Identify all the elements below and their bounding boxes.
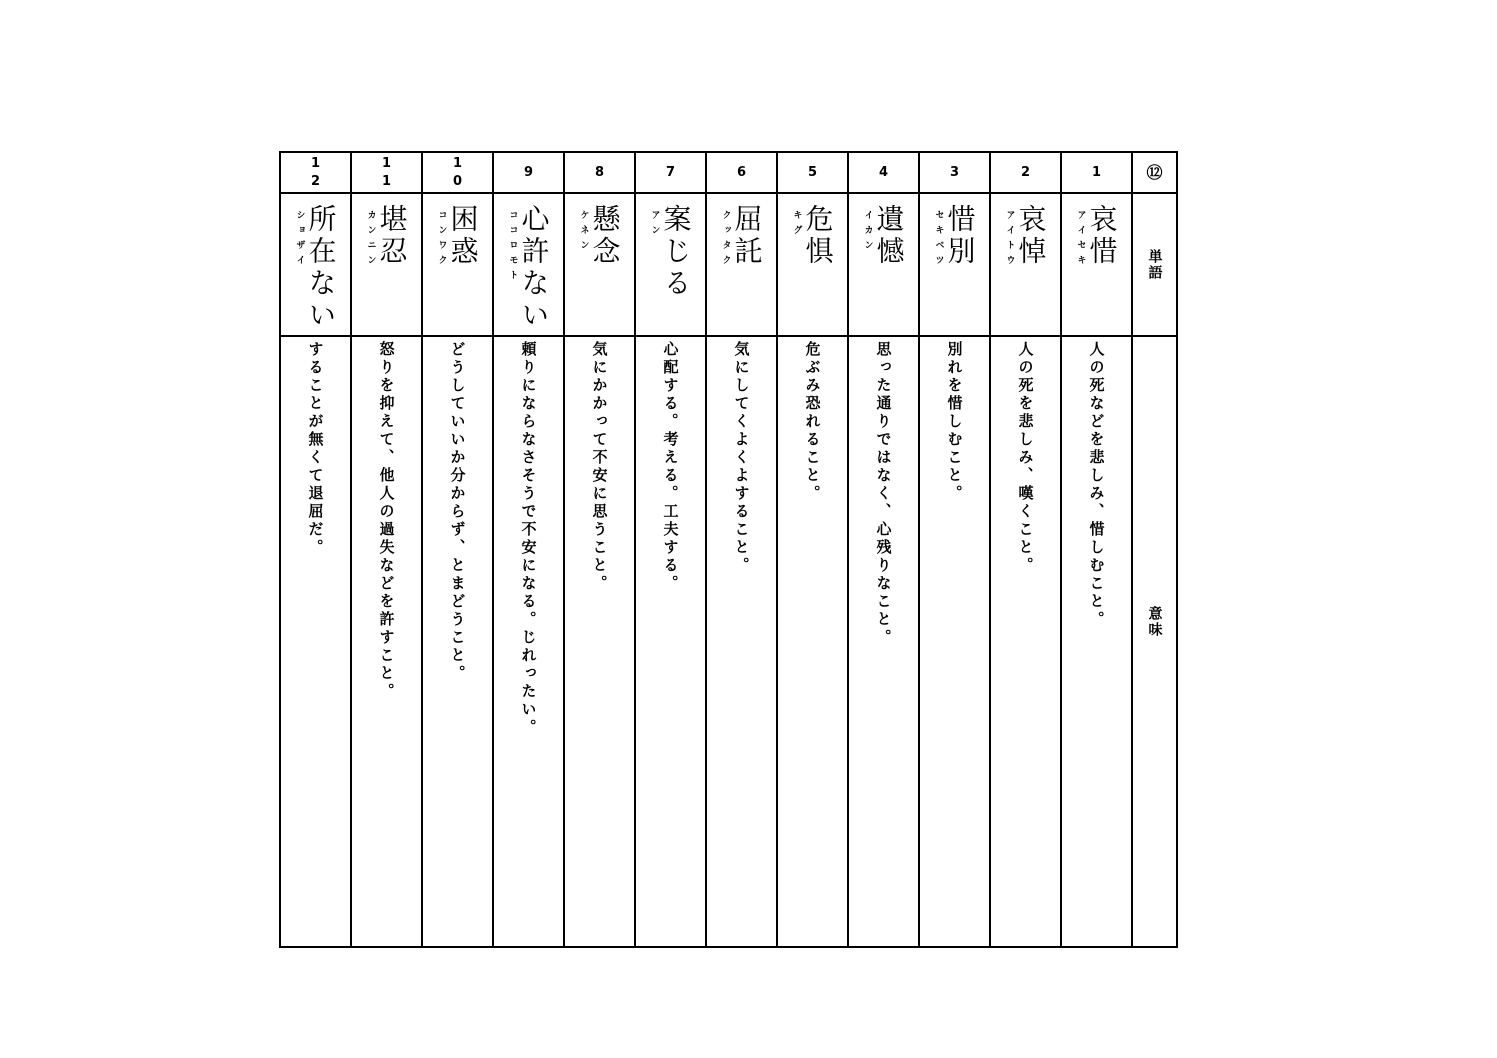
entry-number (849, 151, 918, 194)
word-text: 哀惜 (1085, 204, 1119, 268)
entry-column-1 (1060, 151, 1131, 948)
meaning-cell (1062, 337, 1131, 948)
number-digit: 0 (452, 173, 463, 189)
meaning-header-cell (1133, 337, 1176, 948)
word-cell (352, 194, 421, 337)
meaning-cell (707, 337, 776, 948)
word-reading: ココロモト (507, 210, 518, 285)
entry-number (636, 151, 705, 194)
word-cell (1062, 194, 1131, 337)
word-reading: カンニン (365, 210, 376, 270)
word-cell (494, 194, 563, 337)
word-text: 危惧 (801, 204, 835, 268)
word-cell (636, 194, 705, 337)
word-reading: クッタク (720, 210, 731, 270)
number-digit: 1 (452, 155, 463, 171)
word-text: 案じる (659, 204, 693, 300)
entry-column-8 (563, 151, 634, 948)
entry-column-9 (492, 151, 563, 948)
entry-column-12 (279, 151, 350, 948)
entry-number (352, 151, 421, 194)
number-digit: 8 (594, 164, 605, 180)
word-cell (565, 194, 634, 337)
meaning-text: 心配する。考える。工夫する。 (661, 341, 680, 593)
meaning-text: 頼りにならなさそうで不安になる。じれったい。 (519, 341, 538, 737)
word-text: 所在ない (304, 204, 338, 332)
meaning-cell (991, 337, 1060, 948)
entry-column-7 (634, 151, 705, 948)
meaning-cell (352, 337, 421, 948)
word-text: 遺憾 (872, 204, 906, 268)
word-reading: ショザイ (294, 210, 305, 270)
meaning-text: どうしていいか分からず、とまどうこと。 (448, 341, 467, 683)
word-reading: アン (649, 210, 660, 240)
number-digit: 1 (381, 155, 392, 171)
entry-number (494, 151, 563, 194)
word-reading: アイトウ (1004, 210, 1015, 270)
meaning-text: 思った通りではなく、心残りなこと。 (874, 341, 893, 647)
number-digit: 1 (1091, 164, 1102, 180)
word-text: 堪忍 (375, 204, 409, 268)
entry-number (991, 151, 1060, 194)
meaning-text: 気にかかって不安に思うこと。 (590, 341, 609, 593)
entry-column-2 (989, 151, 1060, 948)
entry-column-3 (918, 151, 989, 948)
number-digit: 2 (310, 173, 321, 189)
word-text: 困惑 (446, 204, 480, 268)
word-text: 懸念 (588, 204, 622, 268)
word-cell (281, 194, 350, 337)
meaning-text: 別れを惜しむこと。 (945, 341, 964, 503)
meaning-cell (636, 337, 705, 948)
number-digit: 5 (807, 164, 818, 180)
meaning-cell (920, 337, 989, 948)
entry-number (565, 151, 634, 194)
entry-number (1062, 151, 1131, 194)
entry-column-10 (421, 151, 492, 948)
entry-number (778, 151, 847, 194)
meaning-header-label: 意味 (1146, 605, 1163, 638)
entry-number (423, 151, 492, 194)
meaning-cell (423, 337, 492, 948)
number-digit: 2 (1020, 164, 1031, 180)
word-cell (707, 194, 776, 337)
word-text: 哀悼 (1014, 204, 1048, 268)
word-text: 心許ない (517, 204, 551, 332)
word-header-cell (1133, 194, 1176, 337)
entry-column-11 (350, 151, 421, 948)
word-reading: セキベツ (933, 210, 944, 270)
entry-number (707, 151, 776, 194)
entry-column-4 (847, 151, 918, 948)
number-digit: 4 (878, 164, 889, 180)
word-text: 屈託 (730, 204, 764, 268)
vocabulary-table (279, 151, 1178, 948)
word-cell (920, 194, 989, 337)
set-number-cell (1133, 151, 1176, 194)
meaning-text: 怒りを抑えて、他人の過失などを許すこと。 (377, 341, 396, 701)
word-text: 惜別 (943, 204, 977, 268)
number-digit: 7 (665, 164, 676, 180)
meaning-cell (565, 337, 634, 948)
word-cell (423, 194, 492, 337)
entry-number (281, 151, 350, 194)
word-cell (778, 194, 847, 337)
meaning-cell (494, 337, 563, 948)
entry-column-5 (776, 151, 847, 948)
meaning-cell (281, 337, 350, 948)
number-digit: 3 (949, 164, 960, 180)
meaning-text: することが無くて退屈だ。 (306, 341, 325, 557)
word-reading: コンワク (436, 210, 447, 270)
word-reading: イカン (862, 210, 873, 255)
number-digit: 1 (310, 155, 321, 171)
word-reading: キグ (791, 210, 802, 240)
header-column (1131, 151, 1178, 948)
word-cell (849, 194, 918, 337)
number-digit: 1 (381, 173, 392, 189)
meaning-text: 人の死などを悲しみ、惜しむこと。 (1087, 341, 1106, 629)
word-cell (991, 194, 1060, 337)
entry-number (920, 151, 989, 194)
number-digit: 9 (523, 164, 534, 180)
meaning-text: 気にしてくよくよすること。 (732, 341, 751, 575)
entry-column-6 (705, 151, 776, 948)
meaning-text: 危ぶみ恐れること。 (803, 341, 822, 503)
meaning-cell (778, 337, 847, 948)
word-header-label: 単語 (1146, 248, 1163, 281)
number-digit: 6 (736, 164, 747, 180)
meaning-text: 人の死を悲しみ、嘆くこと。 (1016, 341, 1035, 575)
word-reading: アイセキ (1075, 210, 1086, 270)
set-number: ⑫ (1146, 162, 1163, 182)
meaning-cell (849, 337, 918, 948)
word-reading: ケネン (578, 210, 589, 255)
